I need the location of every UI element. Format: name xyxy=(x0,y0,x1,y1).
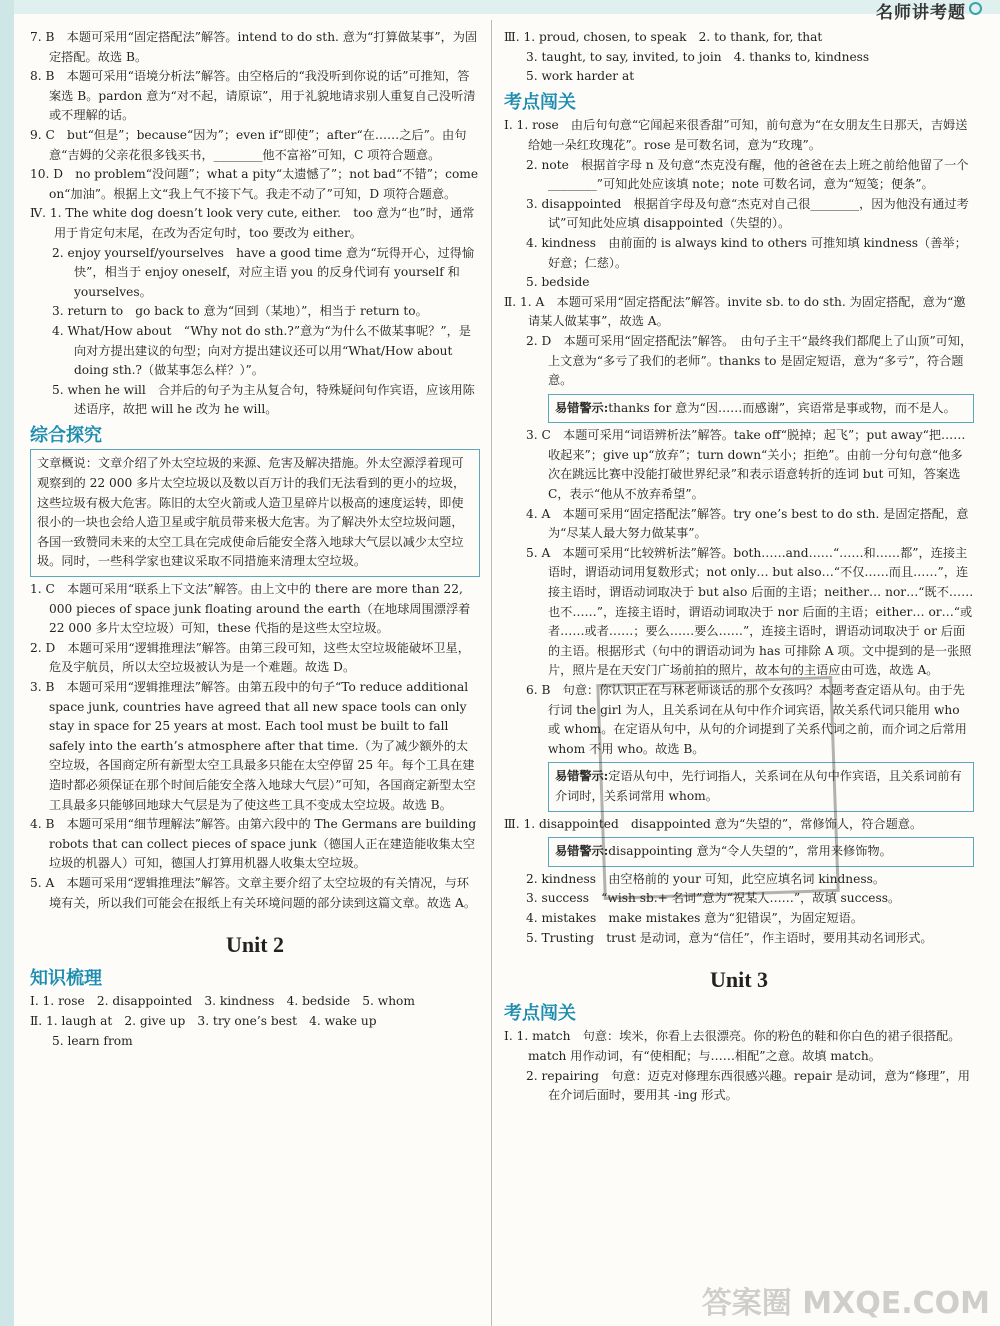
answer-item: Ⅰ. 1. rose 由后句句意“它闻起来很香甜”可知，前句意为“在女朋友生日那天，吉姆送给她一朵红玫瑰花”。rose 是可数名词，意为“玫瑰”。 xyxy=(504,118,968,152)
answer-item: 3. success “wish sb.+ 名词”意为“祝某人……”，故填 success。 xyxy=(526,891,901,906)
answer-item: 2. D 本题可采用“固定搭配法”解答。 由句子主干“最终我们都爬上了山顶”可知，上文意为“多亏了我们的老师”。thanks to 是固定短语，意为“多亏”，符合题意。 xyxy=(526,333,973,388)
section-heading: 考点闯关 xyxy=(504,1002,576,1024)
page-title: 名师讲考题 xyxy=(876,3,966,23)
section-heading: 考点闯关 xyxy=(504,91,576,113)
answer-item: 3. taught, to say, invited, to join 4. thanks to, kindness xyxy=(526,49,870,64)
header-bar xyxy=(14,0,1000,23)
answer-item: 1. C 本题可采用“联系上下文法”解答。由上文中的 there are more than 22, 000 pieces of space junk floating around the earth（在地球周围漂浮着 22 000 多片太空垃圾）可知，these 代指的是这些太空垃圾。 xyxy=(30,582,471,636)
answer-item: 3. B 本题可采用“逻辑推理法”解答。由第五段中的句子“To reduce additional space junk, countries have agreed that all new space tools can only stay in space for 25 years at most. Each tool must be built to fall safely into the earth’s atmosphere after that time.（为了减少额外的太空垃圾，各国商定所有新型太空工具最多只能在太空停留 25 年。每个工具在建造时都必须保证在那个时间后能安全落入地球大气层）”可知，各国商定新型太空工具最多只能够回地球大气层是为了使这些工具不变成太空垃圾。故选 B。 xyxy=(30,680,476,812)
answer-item: 9. C but“但是”；because“因为”；even if“即使”；after“在……之后”。由句意“吉姆的父亲花很多钱买书，________他不富裕”可知，C 项符合题意。 xyxy=(30,127,467,162)
stamp-overlay xyxy=(596,676,839,900)
answer-item: Ⅰ. 1. match 句意：埃米，你看上去很漂亮。你的粉色的鞋和你白色的裙子很搭配。match 用作动词，有“使相配；与……相配”之意。故填 match。 xyxy=(504,1029,961,1063)
answer-item: 6. B 句意：你认识正在与林老师谈话的那个女孩吗？本题考查定语从句。由于先行词 the girl 为人，且关系词在从句中作介词宾语，故关系代词只能用 who 或 whom。在定语从句中，从句的介词提到了关系代词之前，而介词之后常用 whom 不用 who。故选 B。 xyxy=(526,683,967,756)
answer-item: 5. bedside xyxy=(526,275,590,290)
answer-item: Ⅰ. 1. rose 2. disappointed 3. kindness 4. bedside 5. whom xyxy=(30,994,415,1009)
answer-item: 10. D no problem“没问题”；what a pity“太遗憾了”；not bad“不错”；come on“加油”。根据上文“我上气不接下气。我走不动了”可知，D 项符合题意。 xyxy=(30,167,479,201)
sidebar-strip xyxy=(0,0,14,1326)
answer-item: 2. note 根据首字母 n 及句意“杰克没有醒，他的爸爸在去上班之前给他留了一个________”可知此处应该填 note；note 可数名词，意为“短笺；便条”。 xyxy=(526,157,969,192)
warning-label: 易错警示: xyxy=(555,844,609,859)
section-heading: 知识梳理 xyxy=(30,967,102,989)
unit-title: Unit 2 xyxy=(225,932,285,958)
answer-item: Ⅳ. 1. The white dog doesn’t look very cute, either. too 意为“也”时，通常用于肯定句末尾，在改为否定句时，too 要改为 either。 xyxy=(30,206,475,240)
answer-item: 5. A 本题可采用“比较辨析法”解答。both……and……“……和……都”，连接主语时，谓语动词用复数形式；not only… but also…“不仅……而且……”，连接主语时，谓语动词取决于 but also 后面的主语；neither… nor…“既不……也不……”，连接主语时，谓语动词取决于 nor 后面的主语；either… or…“或者……或者……；要么……要么……”，连接主语时，谓语动词取决于 or 后面的主语。根据形式（句中的谓语动词为 has 可排除 A 项。文中提到的是一张照片，照片是在天安门广场前拍的照片，故本句的主语应由可选，故选 A。 xyxy=(526,545,974,678)
warning-box xyxy=(548,394,974,424)
answer-item: 5. when he will 合并后的句子为主从复合句，特殊疑问句作宾语，应该用陈述语序，故把 will he 改为 he will。 xyxy=(52,382,475,417)
answer-item: 7. B 本题可采用“固定搭配法”解答。intend to do sth. 意为“打算做某事”，为固定搭配。故选 B。 xyxy=(30,30,478,64)
answer-item: 2. repairing 句意：迈克对修理东西很感兴趣。repair 是动词，意为“修理”，用在介词后面时，要用其 -ing 形式。 xyxy=(526,1068,970,1103)
right-column xyxy=(504,28,974,1326)
summary-box: 文章概说：文章介绍了外太空垃圾的来源、危害及解决措施。外太空源浮着现可观察到的 22 000 多片太空垃圾以及数以百万计的我们无法看到的更小的垃圾，这些垃圾有极大危害。陈旧的太空火箭或人造卫星碎片以极高的速度运转，即使很小的一块也会给人造卫星或宇航员带来极大危害。为了解决外太空垃圾问题，各国一致赞同未来的太空工具在完成使命后能安全落入地球大气层以减少太空垃圾。同时，一些科学家也建议采取不同措施来清理太空垃圾。 xyxy=(30,449,480,577)
answer-item: 8. B 本题可采用“语境分析法”解答。由空格后的“我没听到你说的话”可推知，答案选 B。pardon 意为“对不起，请原谅”，用于礼貌地请求别人重复自己没听清或不理解的话。 xyxy=(30,69,476,123)
answer-item: 4. kindness 由前面的 is always kind to others 可推知填 kindness（善举；好意；仁慈）。 xyxy=(526,235,967,270)
answer-item: 4. B 本题可采用“细节理解法”解答。由第六段中的 The Germans are building robots that can collect pieces of space junk（德国人正在建造能收集太空垃圾的机器人）可知，德国人打算用机器人收集太空垃圾。 xyxy=(30,817,477,871)
unit-title: Unit 3 xyxy=(709,967,769,993)
answer-item: 3. disappointed 根据首字母及句意“杰克对自己很________，因为他没有通过考试”可知此处应填 disappointed（失望的）。 xyxy=(526,196,969,231)
answer-item: 3. C 本题可采用“词语辨析法”解答。take off“脱掉；起飞”；put away“把……收起来”；give up“放弃”；turn down“关小；拒绝”。由前一分句句意“他多次在跳远比赛中没能打破世界纪录”和表示语意转折的连词 but 可知，答案选 C，表示“他从不放弃希望”。 xyxy=(526,428,966,502)
answer-item: 5. A 本题可采用“逻辑推理法”解答。文章主要介绍了太空垃圾的有关情况，与环境有关，所以我们可能会在报纸上有关环境问题的部分读到这篇文章。故选 A。 xyxy=(30,875,477,910)
watermark: 答案圈 MXQE.COM xyxy=(701,1286,990,1321)
answer-item: Ⅲ. 1. disappointed disappointed 意为“失望的”，常修饰人，符合题意。 xyxy=(504,816,923,831)
answer-item: Ⅲ. 1. proud, chosen, to speak 2. to thank, for, that xyxy=(504,30,823,44)
answer-item: 4. What/How about “Why not do sth.?”意为“为什么不做某事呢？”，是向对方提出建议的句型；向对方提出建议还可以用“What/How about doing sth.?（做某事怎么样？）”。 xyxy=(52,323,471,378)
section-heading: 综合探究 xyxy=(30,424,102,446)
warning-text: disappointing 意为“令人失望的”，常用来修饰物。 xyxy=(608,844,892,859)
answer-item: 2. enjoy yourself/yourselves have a good time 意为“玩得开心，过得愉快”，相当于 enjoy oneself，对应主语 you 的反身代词有 yourself 和 yourselves。 xyxy=(52,245,475,299)
answer-item: 4. A 本题可采用“固定搭配法”解答。try one’s best to do sth. 是固定搭配，意为“尽某人最大努力做某事”。 xyxy=(526,506,969,541)
warning-text: thanks for 意为“因……而感谢”，宾语常是事或物，而不是人。 xyxy=(608,400,956,415)
answer-item: 2. D 本题可采用“逻辑推理法”解答。由第三段可知，这些太空垃圾能破坏卫星，危及宇航员，所以太空垃圾被认为是一个难题。故选 D。 xyxy=(30,640,470,675)
answer-item: 2. kindness 由空格前的 your 可知，此空应填名词 kindness。 xyxy=(526,871,886,886)
column-divider xyxy=(491,20,492,1326)
answer-item: 3. return to go back to 意为“回到（某地）”，相当于 return to。 xyxy=(52,304,428,319)
left-column xyxy=(30,28,480,1326)
answer-item: 5. work harder at xyxy=(526,69,635,84)
answer-item: 4. mistakes make mistakes 意为“犯错误”，为固定短语。 xyxy=(526,910,864,925)
warning-text: 定语从句中，先行词指人，关系词在从句中作宾语，且关系词前有介词时，关系词常用 whom。 xyxy=(555,769,962,803)
answer-item: 5. learn from xyxy=(52,1033,133,1048)
circle-icon xyxy=(969,2,982,15)
answer-item: Ⅱ. 1. A 本题可采用“固定搭配法”解答。invite sb. to do sth. 为固定搭配，意为“邀请某人做某事”，故选 A。 xyxy=(504,294,966,329)
warning-label: 易错警示: xyxy=(555,769,609,784)
warning-label: 易错警示: xyxy=(555,400,609,415)
answer-item: 5. Trusting trust 是动词，意为“信任”，作主语时，要用其动名词形式。 xyxy=(526,930,933,945)
answer-item: Ⅱ. 1. laugh at 2. give up 3. try one’s best 4. wake up xyxy=(30,1013,377,1028)
